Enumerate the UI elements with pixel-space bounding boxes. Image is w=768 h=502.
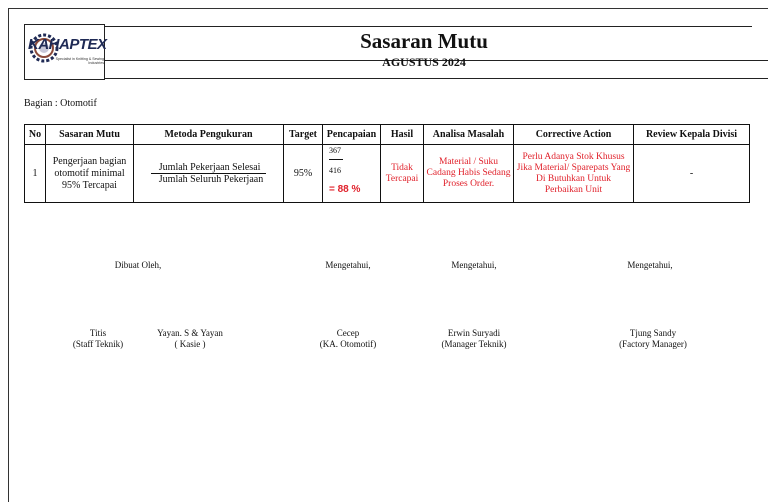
signatory-role: (KA. Otomotif): [319, 339, 377, 349]
signatory-name: Erwin Suryadi: [447, 328, 501, 338]
pencapaian-numerator: 367: [329, 146, 341, 155]
pencapaian-denominator: 416: [329, 166, 341, 175]
signatory-role: (Staff Teknik): [72, 339, 124, 349]
label-mengetahui-2: Mengetahui,: [451, 260, 497, 270]
cell-review: -: [634, 145, 750, 203]
col-header-corrective-action: Corrective Action: [514, 125, 634, 145]
signatory-kasie: [140, 328, 240, 350]
signatory-name: Yayan. S & Yayan: [157, 328, 223, 338]
document-page: [8, 8, 768, 502]
signatory-staff-teknik: [58, 328, 138, 350]
signatory-name: Titis: [89, 328, 107, 338]
signatory-role: ( Kasie ): [174, 339, 206, 349]
department-label: Bagian : Otomotif: [24, 98, 97, 109]
signatory-name: Tjung Sandy: [629, 328, 677, 338]
document-subtitle: AGUSTUS 2024: [382, 55, 466, 69]
pencapaian-result: = 88 %: [329, 184, 361, 195]
signatory-name: Cecep: [336, 328, 360, 338]
signatory-manager-teknik: [424, 328, 524, 350]
cell-hasil: Tidak Tercapai: [381, 145, 424, 203]
signatory-factory-manager: [600, 328, 706, 350]
document-title: Sasaran Mutu: [360, 29, 488, 53]
col-header-pencapaian: Pencapaian: [323, 125, 381, 145]
col-header-analisa-masalah: Analisa Masalah: [424, 125, 514, 145]
metoda-numerator: Jumlah Pekerjaan Selesai: [151, 162, 266, 174]
cell-target: 95%: [284, 145, 323, 203]
fraction-line: [329, 159, 343, 160]
logo-tagline: Specialist in Knitting & Sewing Industries: [55, 57, 104, 65]
col-header-review: Review Kepala Divisi: [634, 125, 750, 145]
cell-corrective-action: Perlu Adanya Stok Khusus Jika Material/ Sparepats Yang Di Butuhkan Untuk Perbaikan Unit: [514, 145, 634, 203]
header-rule-bottom: [104, 78, 768, 79]
cell-pencapaian: [323, 145, 381, 203]
signatory-role: (Factory Manager): [619, 339, 687, 349]
metoda-denominator: Jumlah Seluruh Pekerjaan: [158, 174, 264, 185]
col-header-sasaran-mutu: Sasaran Mutu: [46, 125, 134, 145]
cell-analisa-masalah: Material / Suku Cadang Habis Sedang Proses Order.: [424, 145, 514, 203]
logo-wordmark: KAHAPTEX: [28, 36, 107, 53]
cell-no: 1: [25, 145, 46, 203]
col-header-target: Target: [284, 125, 323, 145]
header-rule-top: [104, 26, 752, 27]
label-mengetahui-3: Mengetahui,: [627, 260, 673, 270]
col-header-no: No: [25, 125, 46, 145]
table-row: [25, 145, 750, 203]
label-mengetahui-1: Mengetahui,: [325, 260, 371, 270]
cell-metoda-pengukuran: [134, 145, 284, 203]
label-dibuat-oleh: Dibuat Oleh,: [114, 260, 162, 270]
signatory-role: (Manager Teknik): [441, 339, 507, 349]
quality-target-table: [24, 124, 750, 203]
col-header-hasil: Hasil: [381, 125, 424, 145]
col-header-metoda-pengukuran: Metoda Pengukuran: [134, 125, 284, 145]
table-header-row: [25, 125, 750, 145]
cell-sasaran-mutu: Pengerjaan bagian otomotif minimal 95% Tercapai: [46, 145, 134, 203]
signatory-ka-otomotif: [298, 328, 398, 350]
